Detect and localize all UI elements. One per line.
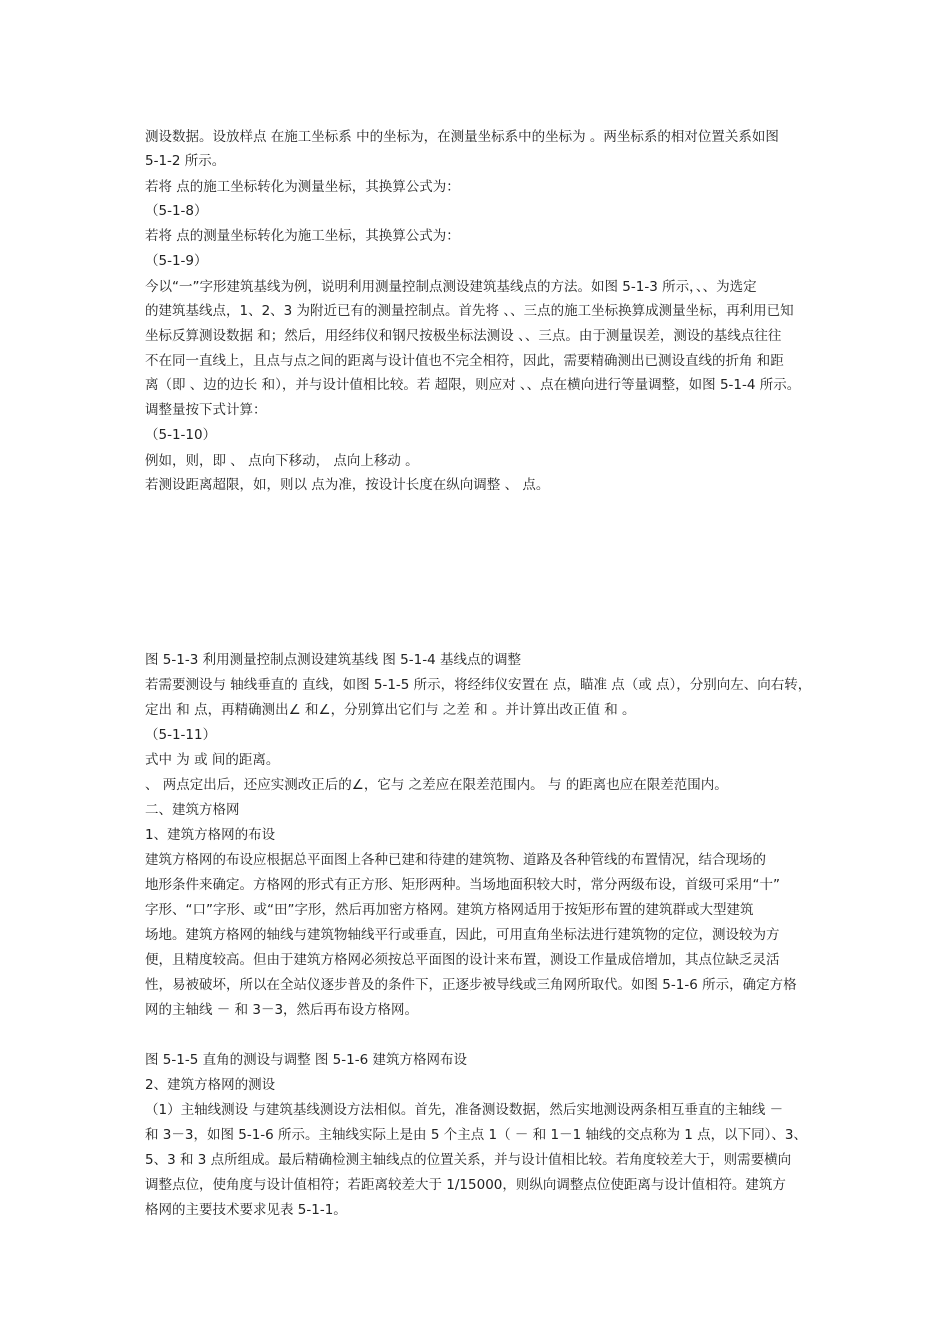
subsection-heading: 2、建筑方格网的测设 xyxy=(145,1077,276,1093)
text-line: 调整量按下式计算： xyxy=(145,402,267,418)
figure-caption: 图 5-1-3 利用测量控制点测设建筑基线 图 5-1-4 基线点的调整 xyxy=(145,652,521,668)
text-line: 若将 点的施工坐标转化为测量坐标，其换算公式为： xyxy=(145,179,460,195)
text-line: 和 3－3，如图 5-1-6 所示。主轴线实际上是由 5 个主点 1（ － 和 1－1 轴线的交点称为 1 点，以下同）、3、 xyxy=(145,1127,807,1143)
text-line: 若将 点的测量坐标转化为施工坐标，其换算公式为： xyxy=(145,228,460,244)
text-line: 若测设距离超限，如，则以 点为准，按设计长度在纵向调整 、 点。 xyxy=(145,477,550,493)
text-line: 不在同一直线上，且点与点之间的距离与设计值也不完全相符，因此，需要精确测出已测设直线的折角 和距 xyxy=(145,353,784,369)
formula-number: （5-1-8） xyxy=(145,203,208,219)
text-line: 场地。建筑方格网的轴线与建筑物轴线平行或垂直，因此，可用直角坐标法进行建筑物的定位，测设较为方 xyxy=(145,927,780,943)
text-line: （1）主轴线测设 与建筑基线测设方法相似。首先，准备测设数据，然后实地测设两条相互垂直的主轴线 － xyxy=(145,1102,784,1118)
text-line: 5、3 和 3 点所组成。最后精确检测主轴线点的位置关系，并与设计值相比较。若角度较差大于，则需要横向 xyxy=(145,1152,792,1168)
formula-number: （5-1-11） xyxy=(145,727,217,743)
text-line: 式中 为 或 间的距离。 xyxy=(145,752,280,768)
text-line: 定出 和 点，再精确测出∠ 和∠，分别算出它们与 之差 和 。并计算出改正值 和 。 xyxy=(145,702,636,718)
section-heading: 二、建筑方格网 xyxy=(145,802,240,818)
text-line: 建筑方格网的布设应根据总平面图上各种已建和待建的建筑物、道路及各种管线的布置情况，结合现场的 xyxy=(145,852,766,868)
text-line: 、 两点定出后，还应实测改正后的∠，它与 之差应在限差范围内。 与 的距离也应在限差范围内。 xyxy=(145,777,728,793)
text-line: 网的主轴线 － 和 3－3，然后再布设方格网。 xyxy=(145,1002,419,1018)
formula-number: （5-1-10） xyxy=(145,427,217,443)
formula-number: （5-1-9） xyxy=(145,253,208,269)
text-line: 地形条件来确定。方格网的形式有正方形、矩形两种。当场地面积较大时，常分两级布设，首级可采用“十” xyxy=(145,877,780,893)
text-line: 调整点位，使角度与设计值相符；若距离较差大于 1/15000，则纵向调整点位使距离与设计值相符。建筑方 xyxy=(145,1177,786,1193)
text-line: 格网的主要技术要求见表 5-1-1。 xyxy=(145,1202,347,1218)
text-line: 今以“一”字形建筑基线为例，说明利用测量控制点测设建筑基线点的方法。如图 5-1-3 所示，、、为选定 xyxy=(145,279,757,295)
text-line: 字形、“口”字形、或“田”字形，然后再加密方格网。建筑方格网适用于按矩形布置的建筑群或大型建筑 xyxy=(145,902,754,918)
text-line: 坐标反算测设数据 和；然后，用经纬仪和钢尺按极坐标法测设 、、三点。由于测量误差，测设的基线点往往 xyxy=(145,328,782,344)
text-line: 5-1-2 所示。 xyxy=(145,153,226,169)
text-line: 的建筑基线点，1、2、3 为附近已有的测量控制点。首先将 、、三点的施工坐标换算成测量坐标，再利用已知 xyxy=(145,303,794,319)
subsection-heading: 1、建筑方格网的布设 xyxy=(145,827,276,843)
text-line: 离（即 、边的边长 和），并与设计值相比较。若 超限，则应对 、、点在横向进行等量调整，如图 5-1-4 所示。 xyxy=(145,377,801,393)
text-line: 性，易被破坏，所以在全站仪逐步普及的条件下，正逐步被导线或三角网所取代。如图 5-1-6 所示，确定方格 xyxy=(145,977,797,993)
text-line: 例如，则，即 、 点向下移动， 点向上移动 。 xyxy=(145,453,419,469)
text-line: 测设数据。设放样点 在施工坐标系 中的坐标为，在测量坐标系中的坐标为 。两坐标系的相对位置关系如图 xyxy=(145,129,779,145)
text-line: 便，且精度较高。但由于建筑方格网必须按总平面图的设计来布置，测设工作量成倍增加，其点位缺乏灵活 xyxy=(145,952,780,968)
text-line: 若需要测设与 轴线垂直的 直线，如图 5-1-5 所示，将经纬仪安置在 点，瞄准 点（或 点），分别向左、向右转， xyxy=(145,677,812,693)
figure-caption: 图 5-1-5 直角的测设与调整 图 5-1-6 建筑方格网布设 xyxy=(145,1052,467,1068)
